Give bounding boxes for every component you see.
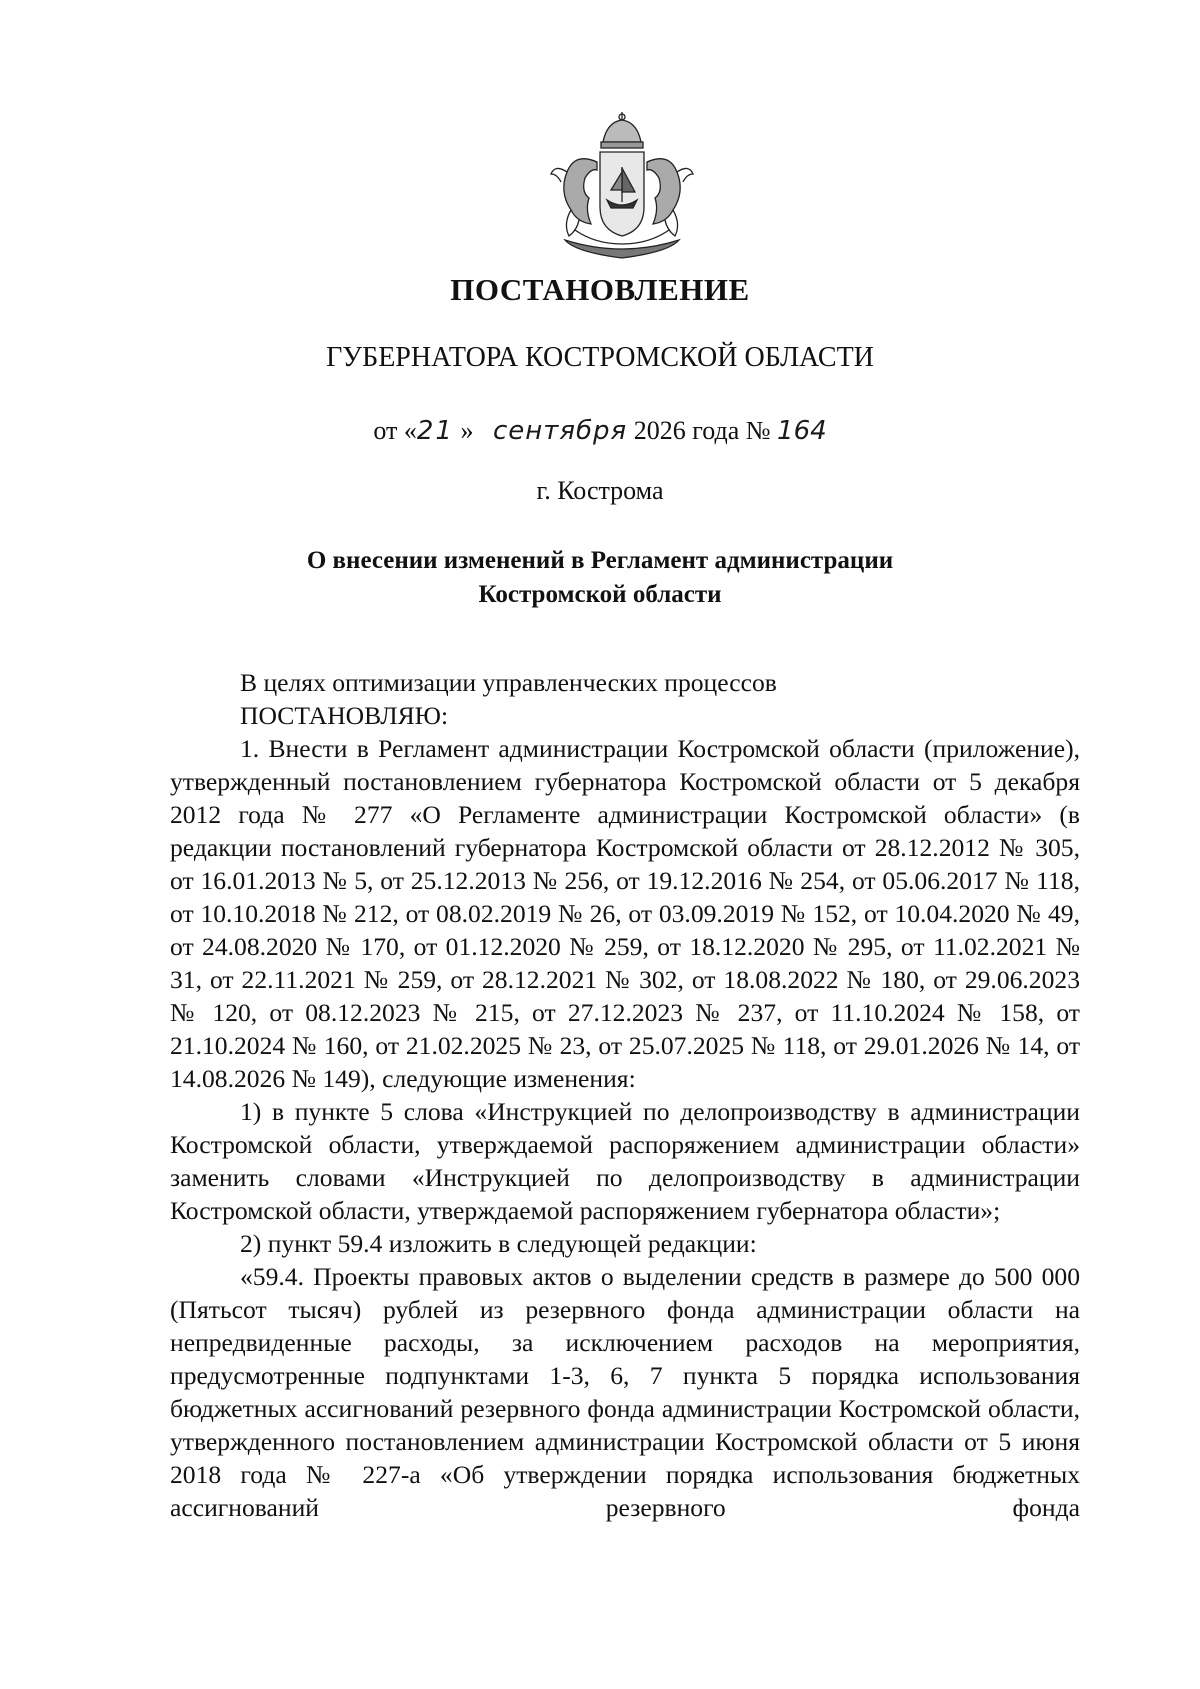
document-title [0,544,1200,612]
coat-of-arms-emblem [545,112,700,262]
sub-item-2-paragraph: 2) пункт 59.4 изложить в следующей редакции: [240,1229,757,1258]
date-quote-close: » [460,416,474,445]
decree-word: ПОСТАНОВЛЯЮ: [240,701,449,730]
item-1-paragraph: 1. Внести в Регламент администрации Костромской области (приложение), утвержденный постановлением губернатора Костромской области от 5 декабря 2012 года № 277 «О Регламенте администрации Костромской области» (в редакции постановлений губернатора Костромской области от 28.12.2012 № 305, от 16.01.2013 № 5, от 25.12.2013 № 256, от 19.12.2016 № 254, от 05.06.2017 № 118, от 10.10.2018 № 212, от 08.02.2019 № 26, от 03.09.2019 № 152, от 10.04.2020 № 49, от 24.08.2020 № 170, от 01.12.2020 № 259, от 18.12.2020 № 295, от 11.02.2021 № 31, от 22.11.2021 № 259, от 28.12.2021 № 302, от 18.08.2022 № 180, от 29.06.2023 № 120, от 08.12.2023 № 215, от 27.12.2023 № 237, от 11.10.2024 № 158, от 21.10.2024 № 160, от 21.02.2025 № 23, от 25.07.2025 № 118, от 29.01.2026 № 14, от 14.08.2026 № 149), следующие изменения: [170,734,1080,1093]
document-type-heading: ПОСТАНОВЛЕНИЕ [450,272,750,307]
handwritten-day: 21 [416,416,454,446]
quoted-paragraph-59-4: «59.4. Проекты правовых актов о выделении средств в размере до 500 000 (Пятьсот тысяч) рублей из резервного фонда администрации области на непредвиденные расходы, за исключением расходов на мероприятия, предусмотренные подпунктами 1-3, 6, 7 пункта 5 порядка использования бюджетных ассигнований резервного фонда администрации Костромской области, утвержденного постановлением администрации Костромской области от 5 июня 2018 года № 227-а «Об утверждении порядка использования бюджетных ассигнований резервного фонда [170,1262,1080,1522]
issuer-heading: ГУБЕРНАТОРА КОСТРОМСКОЙ ОБЛАСТИ [326,342,874,373]
date-prefix: от « [373,416,417,445]
handwritten-number: 164 [777,416,827,446]
title-line-2: Костромской области [478,581,722,608]
handwritten-month: сентября [492,416,628,446]
title-line-1: О внесении изменений в Регламент администрации [306,547,894,574]
year-and-number-label: 2026 года № [633,416,771,445]
document-body [170,666,1080,1524]
city-line: г. Кострома [536,476,664,505]
date-number-line [0,416,1200,446]
sub-item-1-paragraph: 1) в пункте 5 слова «Инструкцией по делопроизводству в администрации Костромской области, утверждаемой распоряжением администрации области» заменить словами «Инструкцией по делопроизводству в администрации Костромской области, утверждаемой распоряжением губернатора области»; [170,1097,1080,1225]
intro-paragraph: В целях оптимизации управленческих процессов [240,668,777,697]
